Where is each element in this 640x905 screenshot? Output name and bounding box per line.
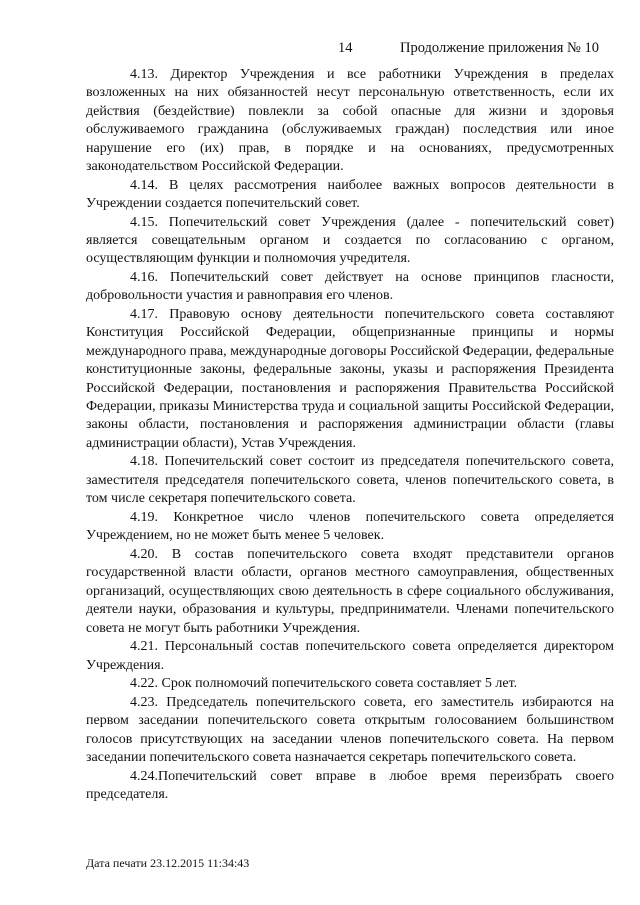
paragraph-4-21: 4.21. Персональный состав попечительского совета определяется директором Учреждения. [86,639,614,673]
paragraph-4-14: 4.14. В целях рассмотрения наиболее важных вопросов деятельности в Учреждении создается попечительский совет. [86,177,614,212]
print-date: Дата печати 23.12.2015 11:34:43 [86,856,250,870]
paragraph-4-17: 4.17. Правовую основу деятельности попечительского совета составляют Конституция Российской Федерации, общепризнанные принципы и нормы международного права, международные договоры Российской Федерации, федеральные конституционные законы, федеральные законы, указы и распоряжения Президента Российской Федерации, постановления и распоряжения Правительства Российской Федерации, приказы Министерства труда и социальной защиты Российской Федерации, законы области, постановления и распоряжения администрации области (главы администрации области), Устав Учреждения. [86,307,614,451]
paragraph-4-24: 4.24.Попечительский совет вправе в любое время переизбрать своего председателя. [86,768,614,802]
paragraph-4-16: 4.16. Попечительский совет действует на основе принципов гласности, добровольности участия и равноправия его членов. [86,270,614,304]
paragraph-4-19: 4.19. Конкретное число членов попечительского совета определяется Учреждением, но не может быть менее 5 человек. [86,509,614,544]
paragraph-4-20: 4.20. В состав попечительского совета входят представители органов государственной власти области, органов местного самоуправления, общественных организаций, осуществляющих свою деятельность в сфере социального обслуживания, деятели науки, образования и культуры, предприниматели. Членами попечительского совета не могут быть работники Учреждения. [86,546,614,636]
appendix-label: Продолжение приложения № 10 [400,40,599,56]
paragraph-4-15: 4.15. Попечительский совет Учреждения (далее - попечительский совет) является совещательным органом и создается по согласованию с органом, осуществляющим функции и полномочия учредителя. [86,214,614,267]
paragraph-4-22: 4.22. Срок полномочий попечительского совета составляет 5 лет. [130,676,518,692]
paragraph-4-13: 4.13. Директор Учреждения и все работники Учреждения в пределах возложенных на них обязанностей несут персональную ответственность, если их действия (бездействие) повлекли за собой опасные для жизни и здоровья обслуживаемого гражданина (обслуживаемых граждан) последствия или иное нарушение его (их) прав, в порядке и на основаниях, предусмотренных законодательством Российской Федерации. [86,67,614,175]
page-number: 14 [338,40,353,56]
paragraph-4-23: 4.23. Председатель попечительского совета, его заместитель избираются на первом заседании попечительского совета открытым голосованием большинством голосов присутствующих на заседании членов попечительского совета. На первом заседании попечительского совета назначается секретарь попечительского совета. [86,694,614,765]
body-text [86,66,614,805]
paragraph-4-18: 4.18. Попечительский совет состоит из председателя попечительского совета, заместителя председателя попечительского совета, членов попечительского совета, в том числе секретаря попечительского совета. [86,454,614,507]
